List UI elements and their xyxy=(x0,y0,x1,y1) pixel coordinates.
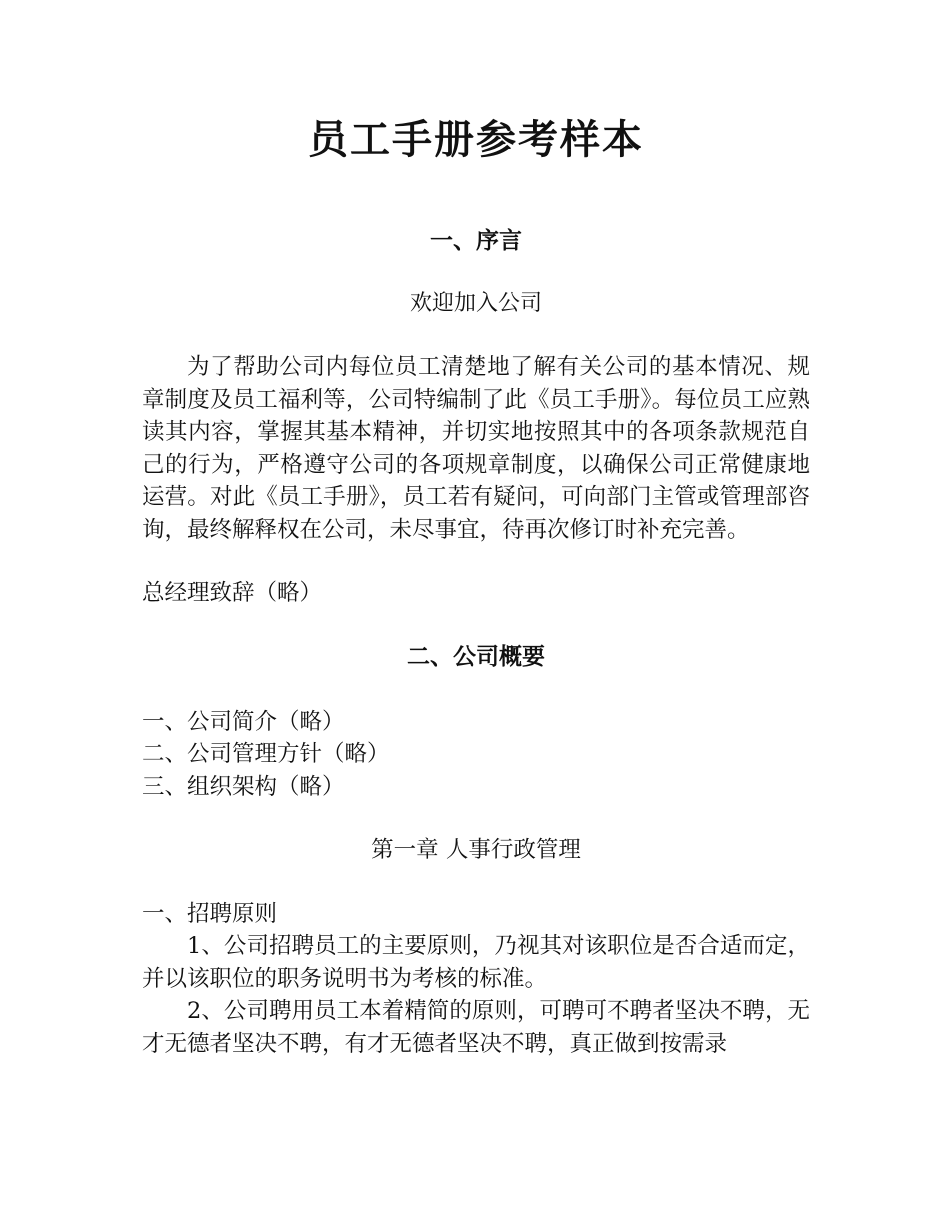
recruitment-section-title: 一、招聘原则 xyxy=(142,900,278,927)
chapter-title: 第一章 人事行政管理 xyxy=(371,837,581,863)
document-content xyxy=(142,112,810,1060)
overview-list xyxy=(142,706,810,804)
recruitment-paragraph-1: 1、公司招聘员工的主要原则，乃视其对该职位是否合适而定，并以该职位的职务说明书为考核的标准。 xyxy=(142,933,810,992)
overview-list-item: 三、组织架构（略） xyxy=(142,773,345,800)
overview-heading: 二、公司概要 xyxy=(407,642,545,670)
preface-heading: 一、序言 xyxy=(430,227,522,254)
gm-speech-line: 总经理致辞（略） xyxy=(142,580,323,606)
preface-paragraph: 为了帮助公司内每位员工清楚地了解有关公司的基本情况、规章制度及员工福利等，公司特编制了此《员工手册》。每位员工应熟读其内容，掌握其基本精神，并切实地按照其中的各项条款规范自己的行为，严格遵守公司的各项规章制度，以确保公司正常健康地运营。对此《员工手册》，员工若有疑问，可向部门主管或管理部咨询，最终解释权在公司，未尽事宜，待再次修订时补充完善。 xyxy=(142,354,810,543)
welcome-line: 欢迎加入公司 xyxy=(409,291,542,316)
overview-list-item: 二、公司管理方针（略） xyxy=(142,741,390,767)
document-title: 员工手册参考样本 xyxy=(308,116,644,163)
recruitment-paragraph-2: 2、公司聘用员工本着精简的原则，可聘可不聘者坚决不聘，无才无德者坚决不聘，有才无德者坚决不聘，真正做到按需录 xyxy=(142,998,810,1057)
overview-list-item: 一、公司简介（略） xyxy=(142,708,345,735)
